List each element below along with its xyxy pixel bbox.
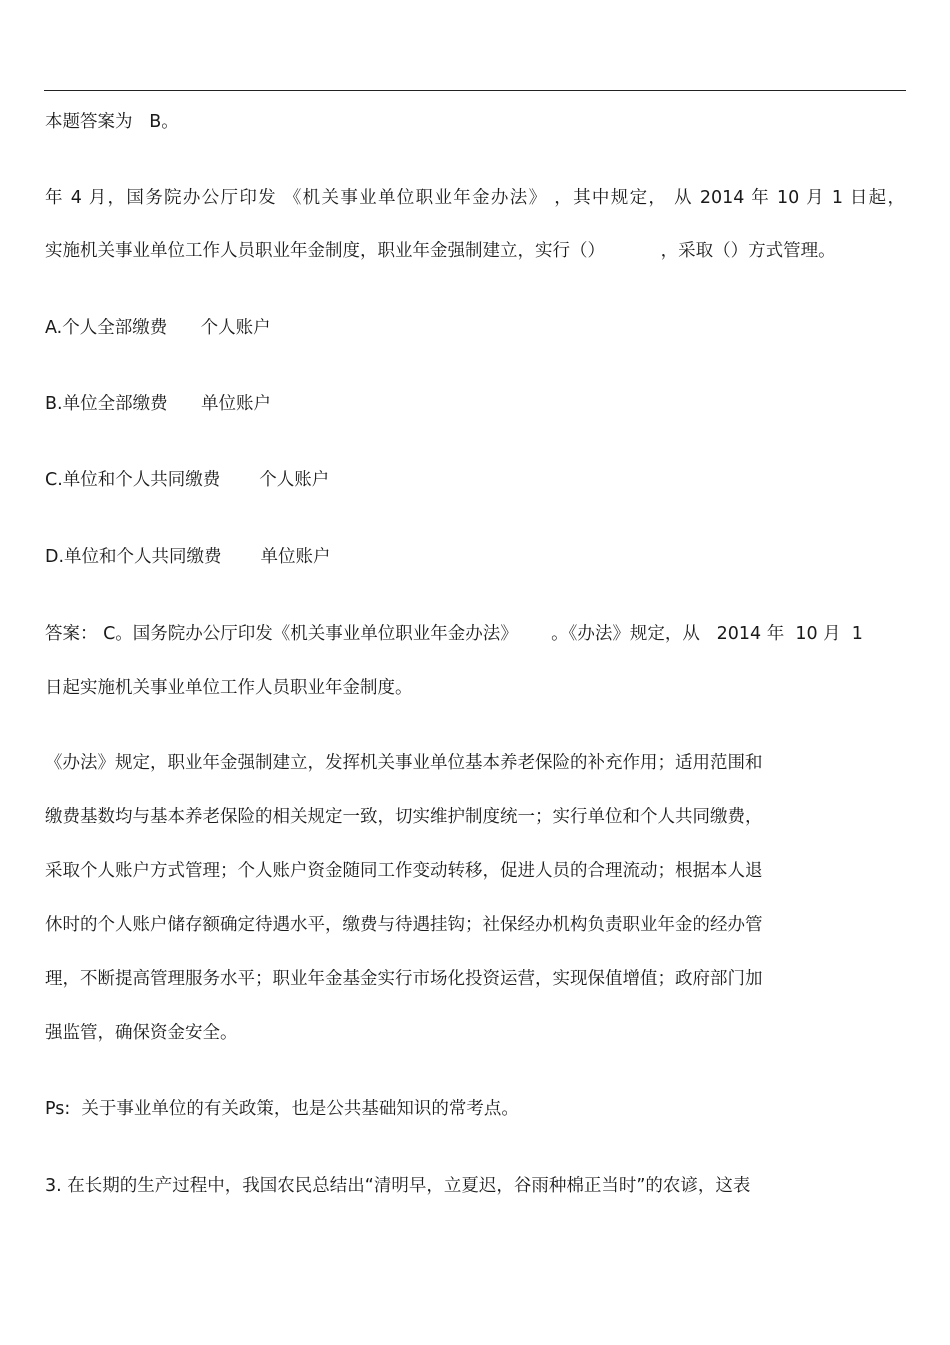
answer-note: 本题答案为 B。 xyxy=(45,112,179,132)
header-rule xyxy=(44,90,906,91)
explanation-line-2: 缴费基数均与基本养老保险的相关规定一致，切实维护制度统一；实行单位和个人共同缴费， xyxy=(45,807,763,827)
answer-line-2: 日起实施机关事业单位工作人员职业年金制度。 xyxy=(45,678,413,698)
explanation-line-6: 强监管，确保资金安全。 xyxy=(45,1023,238,1043)
question-text-line-2: 实施机关事业单位工作人员职业年金制度，职业年金强制建立，实行（） ，采取（）方式管理。 xyxy=(45,241,836,261)
option-b: B.单位全部缴费 单位账户 xyxy=(45,394,271,414)
explanation-line-1: 《办法》规定，职业年金强制建立，发挥机关事业单位基本养老保险的补充作用；适用范围和 xyxy=(45,753,763,773)
option-a: A.个人全部缴费 个人账户 xyxy=(45,318,271,338)
ps-note: Ps: 关于事业单位的有关政策，也是公共基础知识的常考点。 xyxy=(45,1099,519,1119)
question-text-line-1: 年 4 月，国务院办公厅印发 《机关事业单位职业年金办法》 ，其中规定， 从 2014 年 10 月 1 日起， xyxy=(45,188,905,208)
answer-line-1: 答案： C。国务院办公厅印发《机关事业单位职业年金办法》 。《办法》规定，从 2014 年 10 月 1 xyxy=(45,624,863,644)
explanation-line-4: 休时的个人账户储存额确定待遇水平，缴费与待遇挂钩；社保经办机构负责职业年金的经办管 xyxy=(45,915,763,935)
explanation-line-5: 理，不断提高管理服务水平；职业年金基金实行市场化投资运营，实现保值增值；政府部门加 xyxy=(45,969,763,989)
question-3-text: 3. 在长期的生产过程中，我国农民总结出“清明早，立夏迟，谷雨种棉正当时”的农谚，这表 xyxy=(45,1176,751,1196)
option-c: C.单位和个人共同缴费 个人账户 xyxy=(45,470,330,490)
option-d: D.单位和个人共同缴费 单位账户 xyxy=(45,547,331,567)
explanation-line-3: 采取个人账户方式管理；个人账户资金随同工作变动转移，促进人员的合理流动；根据本人退 xyxy=(45,861,763,881)
